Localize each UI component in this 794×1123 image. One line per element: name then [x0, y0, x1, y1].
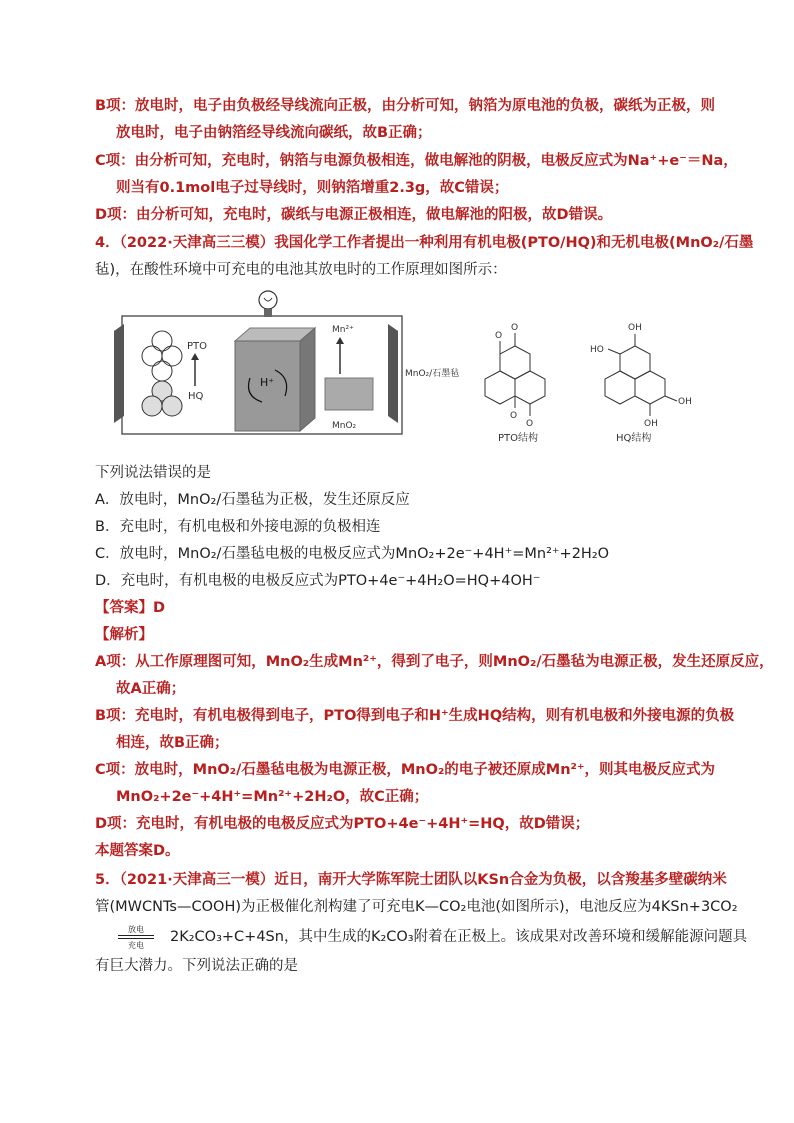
discharge-label: 放电 [128, 925, 144, 934]
q4-stem-line1 [95, 232, 753, 254]
separator-cube [235, 328, 315, 431]
q4-prompt: 下列说法错误的是 [95, 465, 211, 481]
q4-option-d: D．充电时，有机电极的电极反应式为PTO+4e⁻+4H₂O=HQ+4OH⁻ [95, 573, 541, 589]
q4-analysis-a-line1: A项：从工作原理图可知，MnO₂生成Mn²⁺，得到了电子，则MnO₂/石墨毡为电源正极，发生还原反应， [95, 654, 774, 670]
hplus-label: H⁺ [260, 376, 275, 389]
q4-stem-line2: 毡)，在酸性环境中可充电的电池其放电时的工作原理如图所示： [95, 262, 507, 278]
prev-analysis-d-line1: D项：由分析可知，充电时，碳纸与电源正极相连，做电解池的阳极，故D错误。 [95, 207, 613, 223]
pto-o1: O [495, 331, 503, 341]
q5-reaction-arrow [118, 924, 158, 950]
pto-label: PTO [187, 341, 208, 352]
q5-line4: 有巨大潜力。下列说法正确的是 [95, 958, 298, 974]
mno2-label: MnO₂ [332, 421, 357, 431]
q5-line3: 2K₂CO₃+C+4Sn，其中生成的K₂CO₃附着在正极上。该成果对改善环境和缓解能源问题具 [170, 929, 748, 945]
q4-option-a: A．放电时，MnO₂/石墨毡为正极，发生还原反应 [95, 492, 410, 508]
pto-structure-label: PTO结构 [498, 433, 539, 444]
hq-oh2: OH [678, 397, 692, 407]
hq-oh1: OH [628, 323, 642, 333]
pto-o3: O [526, 419, 534, 429]
inorganic-electrode [388, 324, 398, 423]
mno2-electrode-label: MnO₂/石墨毡 [405, 369, 460, 379]
q5-line1 [95, 869, 727, 891]
bulb-icon [259, 291, 277, 317]
pto-molecule-icon [142, 331, 182, 381]
hq-ho: HO [590, 345, 604, 355]
prev-analysis-b-line2: 放电时，电子由钠箔经导线流向碳纸，故B正确； [116, 125, 432, 141]
prev-analysis-c-line2: 则当有0.1mol电子过导线时，则钠箔增重2.3g，故C错误； [116, 180, 509, 196]
q4-analysis-c-line2: MnO₂+2e⁻+4H⁺=Mn²⁺+2H₂O，故C正确； [116, 789, 429, 805]
q4-analysis-b-line2: 相连，故B正确； [116, 735, 229, 751]
q5-line2: 管(MWCNTs—COOH)为正极催化剂构建了可充电K—CO₂电池(如图所示)，电池反应为4KSn+3CO₂ [95, 899, 738, 915]
q4-analysis-heading: 【解析】 [95, 627, 153, 643]
pto-structure [485, 333, 545, 416]
q4-final-answer: 本题答案D。 [95, 843, 180, 859]
q4-option-b: B．充电时，有机电极和外接电源的负极相连 [95, 519, 381, 535]
q4-analysis-b-line1: B项：充电时，有机电极得到电子，PTO得到电子和H⁺生成HQ结构，则有机电极和外接电源的负极 [95, 708, 735, 724]
hq-structure [605, 334, 677, 416]
battery-diagram [100, 286, 720, 446]
organic-electrode [114, 324, 124, 423]
mno2-block [325, 378, 373, 410]
hq-molecule-icon [142, 381, 182, 416]
q4-answer: 【答案】D [95, 600, 166, 616]
q4-analysis-d-line1: D项：充电时，有机电极的电极反应式为PTO+4e⁻+4H⁺=HQ，故D错误； [95, 816, 590, 832]
hq-structure-label: HQ结构 [616, 433, 652, 444]
prev-analysis-b-line1: B项：放电时，电子由负极经导线流向正极，由分析可知，钠箔为原电池的负极，碳纸为正极，则 [95, 98, 716, 114]
q4-analysis-c-line1: C项：放电时，MnO₂/石墨毡电极为电源正极，MnO₂的电子被还原成Mn²⁺，则其电极反应式为 [95, 762, 716, 778]
hq-label: HQ [188, 391, 204, 402]
pto-o2: O [511, 323, 519, 333]
pto-o4: O [510, 411, 518, 421]
mn2-label: Mn²⁺ [332, 325, 354, 335]
q4-analysis-a-line2: 故A正确； [116, 681, 186, 697]
q5-stem: 5．（2021·天津高三一模）近日，南开大学陈军院士团队以KSn合金为负极，以含羧基多壁碳纳米 [95, 872, 727, 888]
hq-oh3: OH [644, 419, 658, 429]
charge-label: 充电 [128, 941, 144, 950]
prev-analysis-c-line1: C项：由分析可知，充电时，钠箔与电源负极相连，做电解池的阴极，电极反应式为Na⁺+e⁻＝Na， [95, 153, 738, 169]
q4-stem: 4．（2022·天津高三三模）我国化学工作者提出一种利用有机电极(PTO/HQ)和无机电极(MnO₂/石墨 [95, 235, 754, 251]
q4-option-c: C．放电时，MnO₂/石墨毡电极的电极反应式为MnO₂+2e⁻+4H⁺=Mn²⁺+2H₂O [95, 546, 610, 562]
